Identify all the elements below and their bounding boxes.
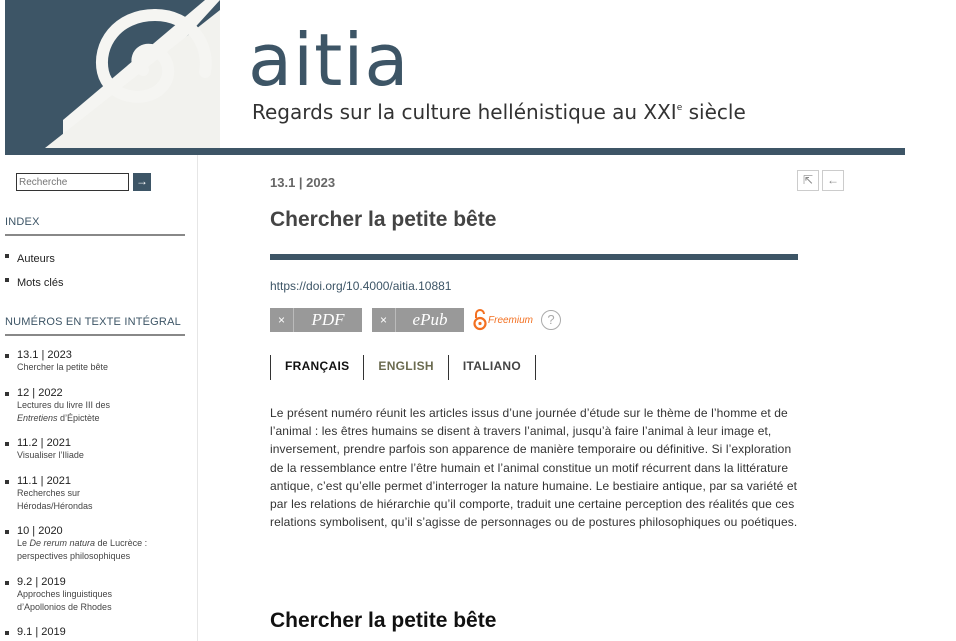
doi-link[interactable]: https://doi.org/10.4000/aitia.10881 bbox=[270, 279, 452, 293]
pdf-download-button[interactable]: × PDF bbox=[270, 308, 362, 332]
arrow-left-icon: ← bbox=[827, 173, 839, 187]
arrow-right-icon: → bbox=[136, 174, 148, 188]
index-heading: INDEX bbox=[5, 216, 185, 236]
index-item-keywords[interactable]: Mots clés bbox=[5, 273, 195, 297]
language-tabs bbox=[270, 355, 536, 380]
spiral-logo-icon bbox=[5, 0, 220, 148]
site-subtitle: Regards sur la culture hellénistique au XXIe siècle bbox=[252, 100, 746, 124]
issue-item[interactable]: 12 | 2022 Lectures du livre III des Entretiens d’Épictète bbox=[5, 387, 195, 437]
sidebar bbox=[0, 155, 198, 641]
help-icon[interactable]: ? bbox=[541, 310, 561, 330]
arrow-up-left-icon: ⇱ bbox=[802, 173, 814, 187]
title-divider bbox=[270, 254, 798, 260]
open-access-icon bbox=[473, 309, 487, 331]
section-heading: Chercher la petite bête bbox=[270, 609, 497, 632]
nav-back-button[interactable] bbox=[822, 170, 844, 191]
search-input[interactable] bbox=[16, 173, 129, 191]
site-logo[interactable] bbox=[5, 0, 220, 148]
header-divider bbox=[5, 148, 905, 155]
abstract-text: Le présent numéro réunit les articles issus d’une journée d’étude sur le thème de l’homme et de l’animal : les êtres humains se disent à travers l’animal, jusqu’à faire l’animal à leur image et, inversement, prendre parfois son apparence de manière temporaire ou définitive. Si l’exploration de la ressemblance entre l’être humain et l’animal constitue un motif récurrent dans la littérature antique, c’est qu’elle permet d’interroger la nature humaine. Le bestiaire antique, par sa variété et par les relations de hiérarchie qu’il comporte, traduit une certaine perception des réalités que ces relations symbolisent, qu’il s’agisse de personnages ou de postures philosophiques ou poétiques. bbox=[270, 406, 798, 530]
issue-item[interactable]: 11.2 | 2021 Visualiser l’Iliade bbox=[5, 437, 195, 475]
nav-up-button[interactable] bbox=[797, 170, 819, 191]
issue-item[interactable]: 9.2 | 2019 Approches linguistiques d’Apollonios de Rhodes bbox=[5, 576, 195, 626]
close-icon: × bbox=[372, 308, 396, 332]
issues-list bbox=[5, 349, 195, 641]
tab-italiano[interactable]: ITALIANO bbox=[448, 355, 536, 380]
issue-item[interactable]: 9.1 | 2019 bbox=[5, 626, 195, 641]
index-list bbox=[5, 249, 195, 297]
epub-download-button[interactable]: × ePub bbox=[372, 308, 464, 332]
issue-item[interactable]: 13.1 | 2023 Chercher la petite bête bbox=[5, 349, 195, 387]
tab-francais[interactable]: FRANÇAIS bbox=[270, 355, 363, 380]
issue-item[interactable]: 10 | 2020 Le De rerum natura de Lucrèce : perspectives philosophiques bbox=[5, 525, 195, 576]
page-title: Chercher la petite bête bbox=[270, 208, 497, 231]
site-title[interactable]: aitia bbox=[248, 18, 410, 102]
tab-english[interactable]: ENGLISH bbox=[363, 355, 447, 380]
search-submit-button[interactable] bbox=[133, 173, 151, 191]
issue-item[interactable]: 11.1 | 2021 Recherches sur Hérodas/Hérondas bbox=[5, 475, 195, 525]
site-header bbox=[5, 0, 905, 155]
index-item-authors[interactable]: Auteurs bbox=[5, 249, 195, 273]
close-icon: × bbox=[270, 308, 294, 332]
issue-number: 13.1 | 2023 bbox=[270, 175, 336, 190]
issues-heading: NUMÉROS EN TEXTE INTÉGRAL bbox=[5, 316, 185, 336]
